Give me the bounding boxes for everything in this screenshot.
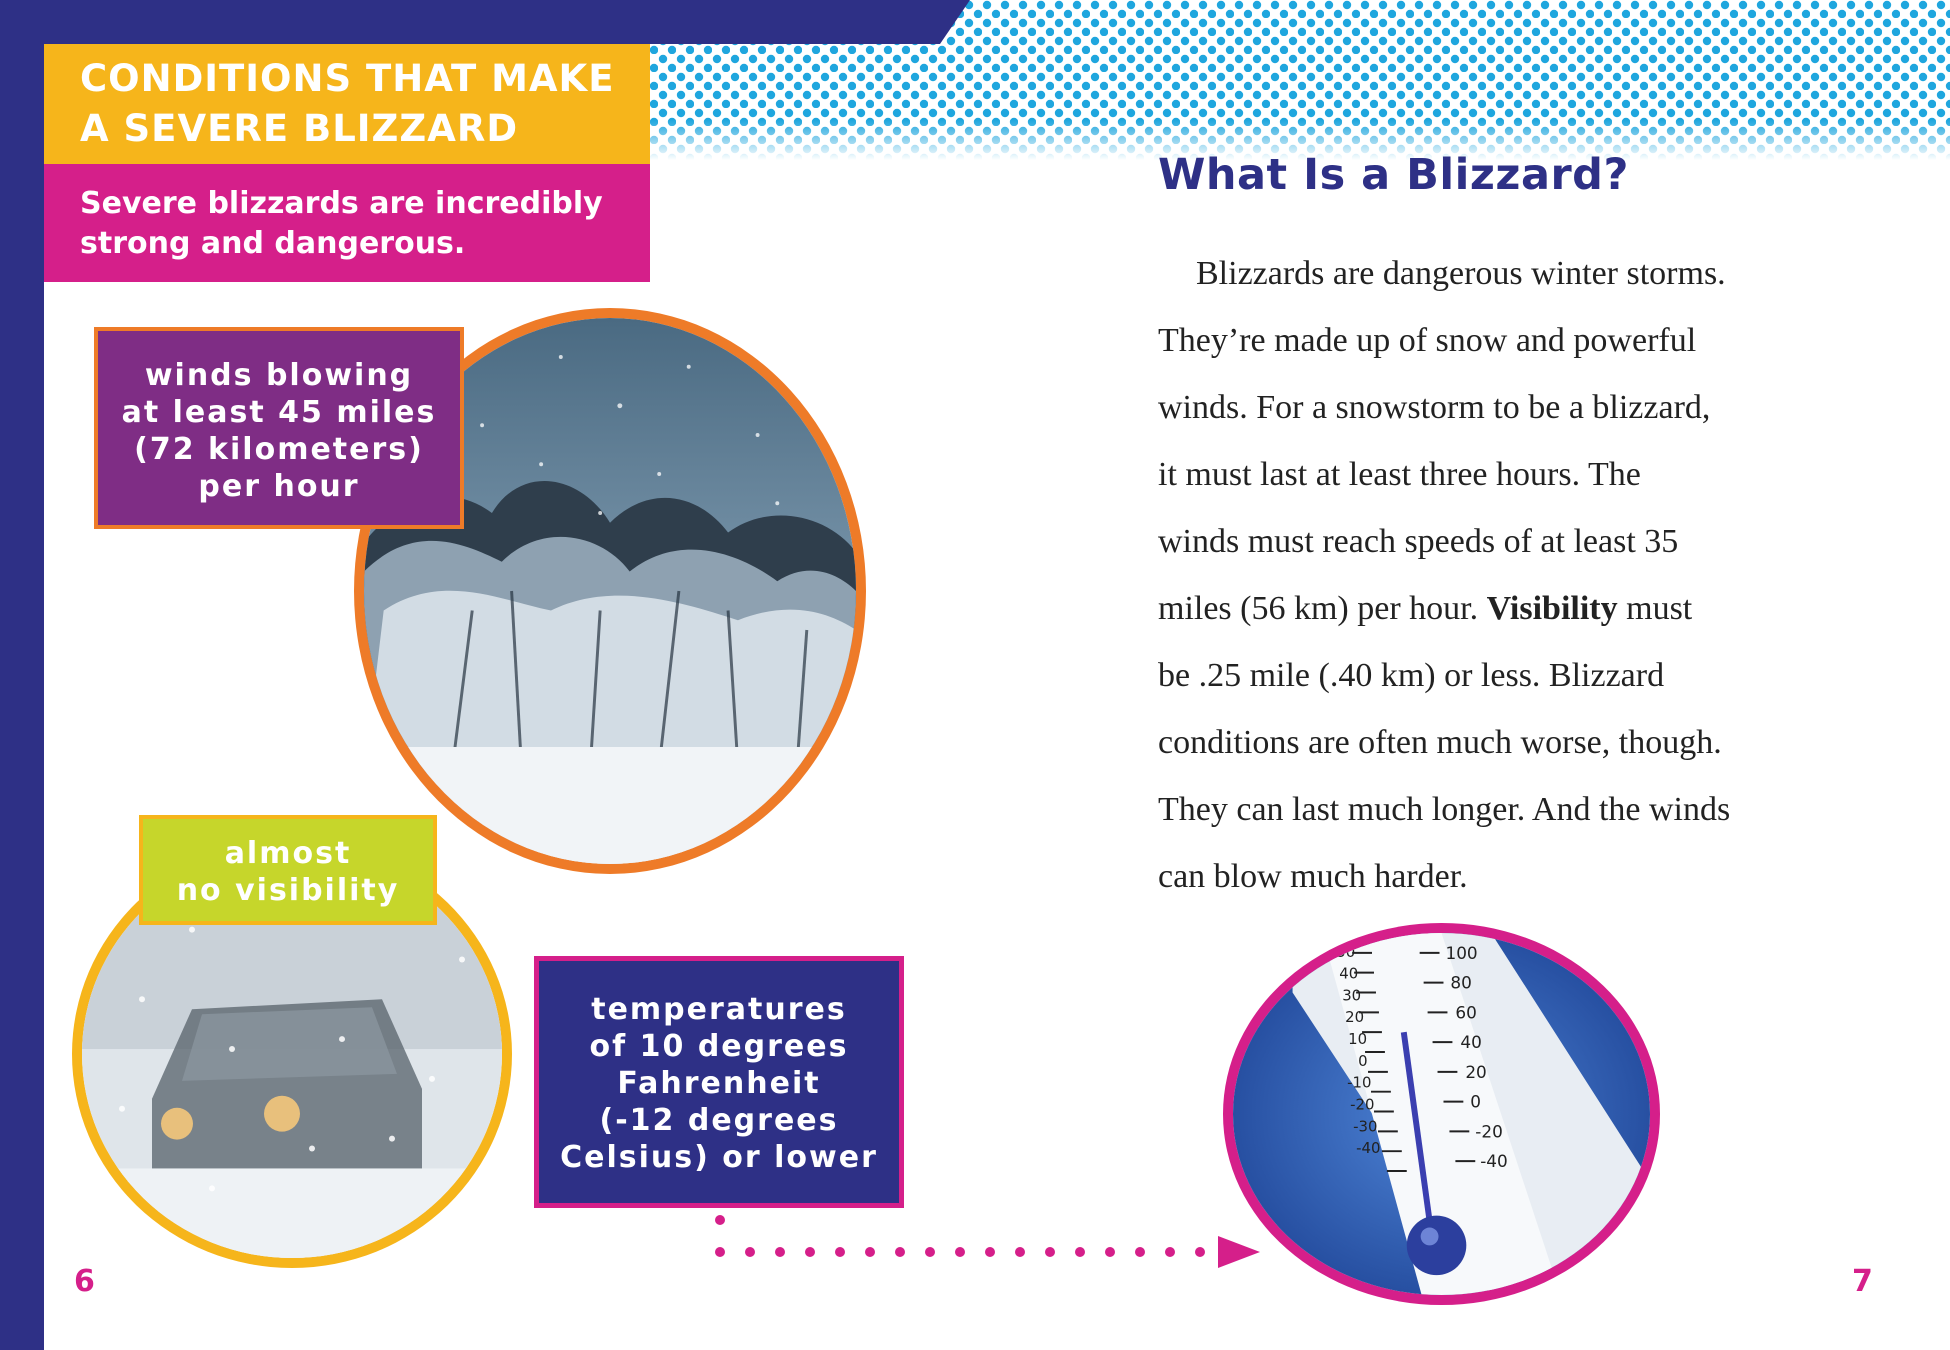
body-line: winds must reach speeds of at least 35 <box>1158 523 1679 560</box>
thermometer-right-scale-label: 0 <box>1470 1091 1482 1112</box>
thermometer-right-scale-label: -20 <box>1475 1121 1503 1142</box>
section-heading <box>44 44 650 164</box>
temperature-callout-line: Celsius) or lower <box>560 1140 878 1175</box>
body-paragraph <box>1158 240 1818 910</box>
body-line: be .25 mile (.40 km) or less. Blizzard <box>1158 657 1665 694</box>
thermometer-left-scale-label: 50 <box>1336 942 1356 961</box>
thermometer-right-scale-label: 100 <box>1445 942 1478 963</box>
thermometer-left-scale-label: 0 <box>1358 1051 1368 1070</box>
thermometer-left-scale-label: 40 <box>1339 964 1359 983</box>
thermometer-left-scale-label: 10 <box>1348 1030 1368 1049</box>
section-heading-line: A SEVERE BLIZZARD <box>80 107 519 150</box>
body-line: winds. For a snowstorm to be a blizzard, <box>1158 389 1711 426</box>
thermometer-right-scale-label: 80 <box>1450 972 1472 993</box>
section-heading-line: CONDITIONS THAT MAKE <box>80 57 615 100</box>
body-line: conditions are often much worse, though. <box>1158 724 1722 761</box>
thermometer-left-scale-label: -10 <box>1347 1073 1372 1092</box>
thermometer-left-scale-label: -20 <box>1350 1095 1375 1114</box>
visibility-callout <box>139 815 437 925</box>
body-text-fragment: miles (56 km) per hour. <box>1158 590 1487 627</box>
body-text-fragment: must <box>1617 590 1693 627</box>
wind-callout-line: per hour <box>198 469 360 504</box>
dotted-arrow-icon <box>700 1214 1270 1274</box>
left-border-band <box>0 0 44 1350</box>
temperature-callout-line: Fahrenheit <box>617 1066 821 1101</box>
thermometer-left-scale-label: 30 <box>1342 986 1362 1005</box>
body-line: They can last much longer. And the winds <box>1158 791 1731 828</box>
glossary-term-visibility: Visibility <box>1486 590 1618 627</box>
page-number-left: 6 <box>74 1264 95 1299</box>
body-line-visibility <box>1158 575 1818 642</box>
wind-callout-line: (72 kilometers) <box>134 432 424 467</box>
body-line: Blizzards are dangerous winter storms. <box>1196 255 1726 292</box>
page-heading: What Is a Blizzard? <box>1158 150 1629 200</box>
thermometer-left-scale-label: 20 <box>1345 1008 1365 1027</box>
body-line: can blow much harder. <box>1158 858 1468 895</box>
thermometer-left-scale-label: -40 <box>1356 1139 1381 1158</box>
section-subheading <box>44 164 650 282</box>
body-line: it must last at least three hours. The <box>1158 456 1641 493</box>
temperature-callout <box>534 956 904 1208</box>
wind-callout <box>94 327 464 529</box>
thermometer-left-scale-label: -30 <box>1353 1117 1378 1136</box>
temperature-callout-line: of 10 degrees <box>589 1029 849 1064</box>
subheading-line: strong and dangerous. <box>80 226 466 261</box>
temperature-callout-line: temperatures <box>591 992 847 1027</box>
page-number-right: 7 <box>1852 1264 1873 1299</box>
thermometer-right-scale-label: 60 <box>1455 1002 1477 1023</box>
body-line: They’re made up of snow and powerful <box>1158 322 1697 359</box>
wind-callout-line: at least 45 miles <box>121 395 437 430</box>
visibility-callout-line: no visibility <box>176 873 400 908</box>
thermometer-photo <box>1223 923 1660 1305</box>
thermometer-right-scale-label: 20 <box>1465 1061 1487 1082</box>
subheading-line: Severe blizzards are incredibly <box>80 186 603 221</box>
wind-callout-line: winds blowing <box>144 358 414 393</box>
thermometer-right-scale-label: 40 <box>1460 1032 1482 1053</box>
temperature-callout-line: (-12 degrees <box>599 1103 839 1138</box>
halftone-dot-pattern <box>640 0 1950 160</box>
visibility-callout-line: almost <box>224 836 352 871</box>
thermometer-illustration <box>1233 933 1650 1295</box>
thermometer-right-scale-label: -40 <box>1480 1151 1508 1172</box>
